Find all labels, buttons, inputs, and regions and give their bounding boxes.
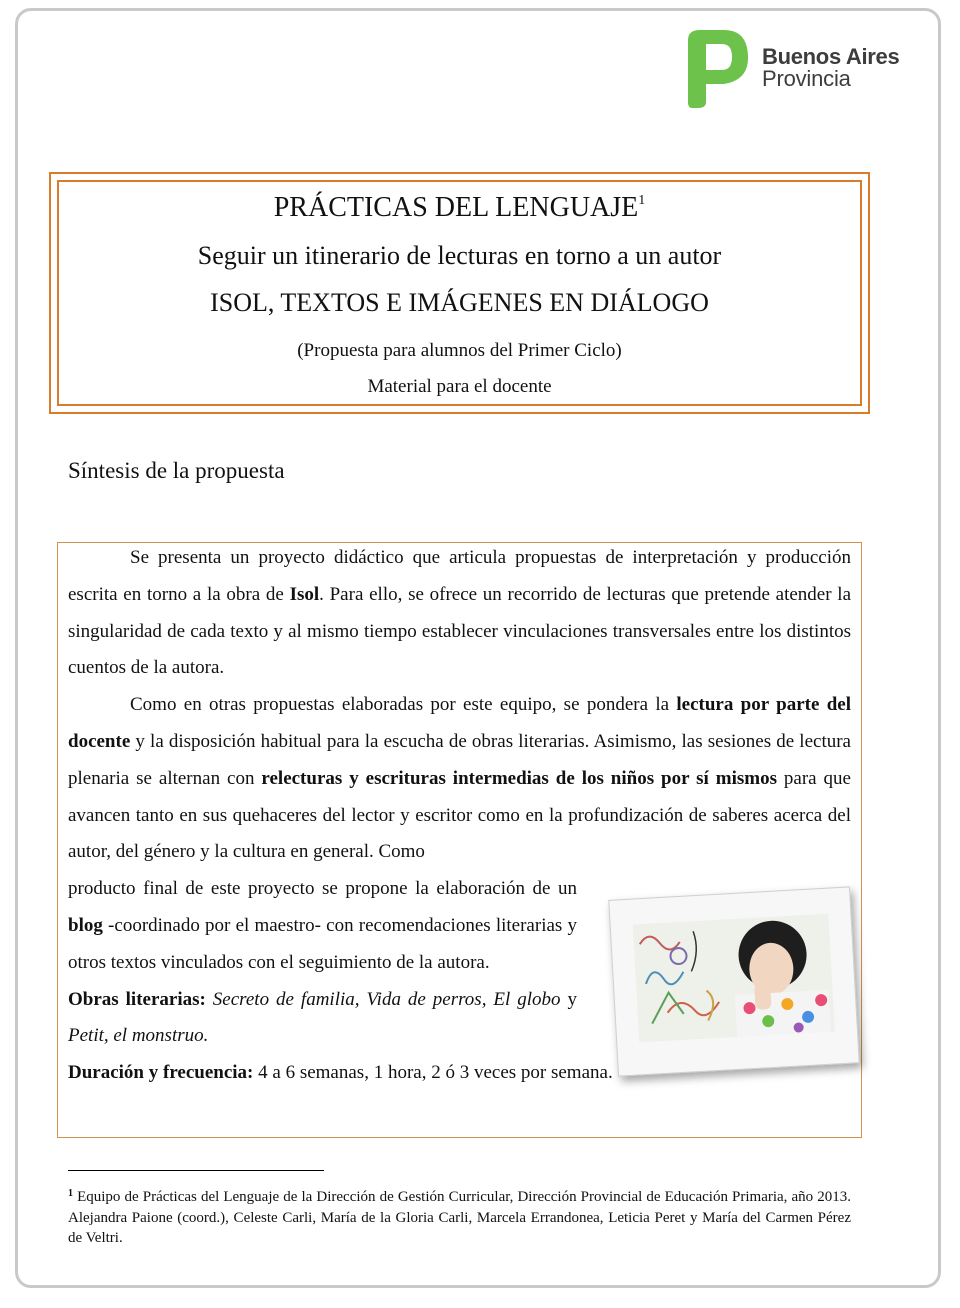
p3-bold-blog: blog: [68, 914, 103, 936]
subject-title: [59, 192, 860, 224]
literary-works: [68, 982, 577, 1056]
p1-bold-author: Isol: [289, 583, 320, 605]
duration-label: Duración y frecuencia:: [68, 1062, 254, 1084]
subtitle: Seguir un itinerario de lecturas en torno a un autor: [197, 241, 722, 270]
main-title: ISOL, TEXTOS E IMÁGENES EN DIÁLOGO: [210, 288, 709, 317]
logo-line-2: Provincia: [762, 66, 851, 91]
p2-bold-d: relecturas y escrituras intermedias de los niños por sí mismos: [261, 767, 777, 789]
buenos-aires-provincia-logo: [686, 30, 916, 110]
material-note: Material para el docente: [367, 376, 552, 397]
works-label: Obras literarias:: [68, 988, 206, 1010]
section-heading: Síntesis de la propuesta: [68, 458, 285, 483]
footnote-number: 1: [68, 1188, 73, 1199]
p2-bold-b: lectura por parte del docente: [68, 694, 851, 752]
p2-text-a: Como en otras propuestas elaboradas por este equipo, se pondera la: [130, 694, 677, 716]
p3-text-a: producto final de este proyecto se propone la elaboración de un: [68, 878, 577, 900]
title-box: [49, 172, 870, 414]
paragraph-1: [68, 540, 851, 687]
p2-text-e: para que avancen tanto en sus quehaceres del lector y escritor como en la profundización de saberes acerca del autor, del género y la cultura en general. Como: [68, 767, 851, 863]
footnote-separator: [68, 1170, 324, 1171]
audience-note: (Propuesta para alumnos del Primer Ciclo): [297, 340, 622, 361]
author-portrait-image: [633, 914, 835, 1043]
footnote-ref: 1: [638, 193, 646, 208]
p1-text-a: Se presenta un proyecto didáctico que articula propuestas de interpretación y producción escrita en torno a la obra de: [68, 547, 851, 605]
author-photo: [608, 886, 860, 1076]
works-and: y: [560, 988, 578, 1010]
provincia-p-logo-icon: [686, 30, 756, 110]
footnote: [68, 1184, 851, 1249]
footnote-text: Equipo de Prácticas del Lenguaje de la Dirección de Gestión Curricular, Dirección Provincial de Educación Primaria, año 2013. Alejandra Paione (coord.), Celeste Carli, María de la Gloria Carli, Marcela Errandonea, Leticia Peret y María del Carmen Pérez de Veltri.: [68, 1189, 851, 1246]
subject-text: PRÁCTICAS DEL LENGUAJE: [273, 192, 639, 223]
logo-line-1: Buenos Aires: [762, 44, 900, 69]
p3-text-c: -coordinado por el maestro- con recomendaciones literarias y otros textos vinculados con el seguimiento de la autora.: [68, 914, 577, 973]
paragraph-3: [68, 871, 577, 981]
p1-text-c: . Para ello, se ofrece un recorrido de lecturas que pretende atender la singularidad de cada texto y al mismo tiempo establecer vinculaciones transversales entre los distintos cuentos de la autora.: [68, 583, 851, 679]
duration-text: 4 a 6 semanas, 1 hora, 2 ó 3 veces por semana.: [253, 1062, 613, 1084]
work-title-2: Petit, el monstruo.: [68, 1025, 209, 1047]
work-titles-1: Secreto de familia, Vida de perros, El globo: [212, 988, 561, 1010]
p2-text-c: y la disposición habitual para la escucha de obras literarias. Asimismo, las sesiones de lectura plenaria se alternan con: [68, 730, 851, 789]
paragraph-2: [68, 687, 851, 871]
